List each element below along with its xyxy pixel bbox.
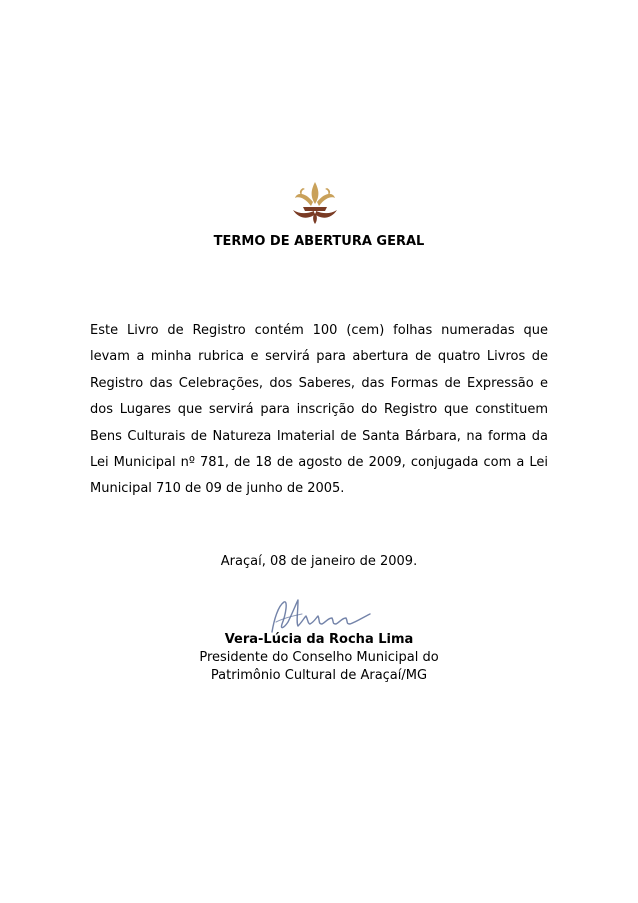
signer-block: [0, 631, 638, 685]
signer-name: Vera-Lúcia da Rocha Lima: [224, 632, 414, 647]
fleur-de-lis-emblem-icon: [289, 180, 341, 226]
signer-role-line-1: Presidente do Conselho Municipal do: [199, 650, 439, 665]
body-paragraph: Este Livro de Registro contém 100 (cem) folhas numeradas que levam a minha rubrica e servirá para abertura de quatro Livros de Registro das Celebrações, dos Saberes, das Formas de Expressão e dos Lugares que servirá para inscrição do Registro que constituem Bens Culturais de Natureza Imaterial de Santa Bárbara, na forma da Lei Municipal nº 781, de 18 de agosto de 2009, conjugada com a Lei Municipal 710 de 09 de junho de 2005.: [90, 323, 548, 497]
date-line: Araçaí, 08 de janeiro de 2009.: [220, 554, 418, 569]
page-title: TERMO DE ABERTURA GERAL: [213, 234, 425, 249]
signer-role-line-2: Patrimônio Cultural de Araçaí/MG: [210, 668, 428, 683]
handwritten-signature-icon: [262, 592, 374, 636]
